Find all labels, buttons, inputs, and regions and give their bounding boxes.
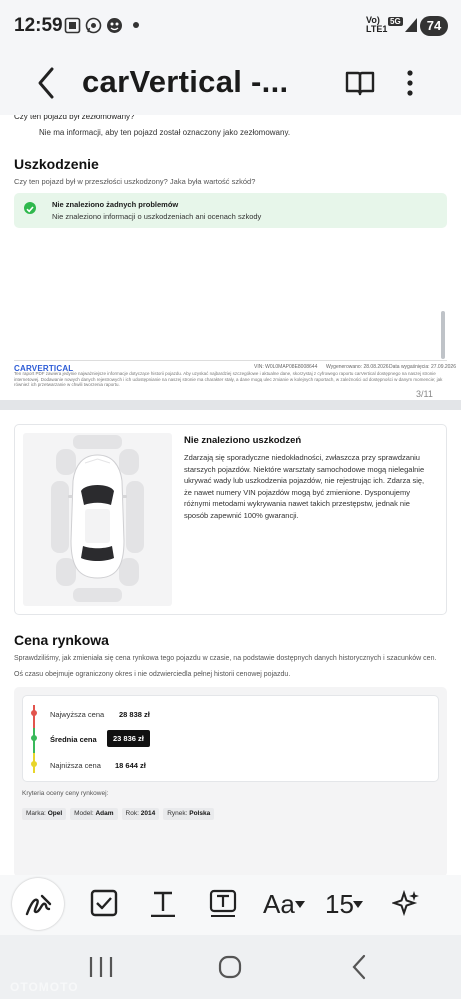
high-price-value: 28 838 zł: [119, 710, 150, 719]
page-scrollbar[interactable]: [441, 311, 445, 359]
footer-divider: [14, 360, 447, 361]
nav-back-icon[interactable]: [350, 954, 368, 980]
alert-text: Nie znaleziono informacji o uszkodzeniach ani ocenach szkody: [52, 212, 262, 221]
criteria-chip-year: Rok: 2014: [122, 808, 160, 820]
signature-pen-icon: [12, 878, 64, 930]
report-page-next: [0, 410, 461, 875]
high-price-marker: [31, 710, 37, 716]
footer-vin: VIN: W0L0MAP08E8008644: [254, 364, 318, 370]
cut-off-heading: Czy ten pojazd był zezłomowany?: [14, 115, 135, 121]
font-dropdown-arrow-icon[interactable]: [295, 901, 305, 908]
app-bar: [0, 50, 461, 115]
font-size-selector[interactable]: 15: [325, 889, 354, 919]
criteria-chips: [22, 802, 218, 820]
page-separator: [0, 400, 461, 410]
watermark: OTOMOTO: [10, 980, 79, 994]
damage-question: Czy ten pojazd był w przeszłości uszkodzony? Jaka była wartość szkód?: [14, 177, 256, 186]
footer-disclaimer: Ten raport PDF zawiera jedynie najważniejsze informacje dotyczące historii pojazdu. Aby uzyskać najbardziej szczegółowe i aktualne dane, skorzystaj z cyfrowego raportu carVertical dostępnego na naszej stronie internetowej. Dodawanie nowych danych rejestrowych i ich udostępnianie na naszej stronie ma charakter stały, a dane mogą ulec zmianie w kolejnych raportach, w zależności od dostępności w danym momencie; jak również ich przetwarzanie w chwili tworzenia raportu.: [14, 371, 443, 387]
more-options-icon[interactable]: [398, 67, 422, 99]
home-icon[interactable]: [218, 955, 242, 979]
no-problems-alert: [14, 193, 447, 228]
status-bar: [0, 0, 461, 50]
success-check-icon: [24, 202, 36, 214]
font-style-selector[interactable]: Aa: [263, 889, 295, 919]
battery-indicator: 74: [420, 16, 448, 36]
avg-price-label: Średnia cena: [50, 735, 97, 744]
market-price-description: Sprawdziliśmy, jak zmieniała się cena rynkowa tego pojazdu w czasie, na podstawie dostępnych danych historycznych i szacunków cen.: [14, 655, 437, 662]
market-price-heading: Cena rynkowa: [14, 632, 109, 648]
ai-sparkle-icon[interactable]: [392, 889, 420, 917]
avg-price-value: 23 836 zł: [107, 730, 150, 747]
recent-apps-icon[interactable]: [88, 955, 114, 979]
back-arrow-icon[interactable]: [30, 65, 62, 101]
reading-mode-icon[interactable]: [344, 69, 376, 97]
high-price-label: Najwyższa cena: [50, 710, 105, 719]
criteria-chip-model: Model: Adam: [70, 808, 117, 820]
report-page: [0, 115, 461, 400]
network-status: Vo) LTE1: [366, 15, 388, 34]
criteria-label: Kryteria oceny ceny rynkowej:: [22, 790, 109, 797]
footer-expiry-date: Data wygaśnięcia: 27.09.2026: [389, 364, 456, 370]
5g-badge: 5G: [390, 17, 401, 26]
text-box-tool-icon[interactable]: [209, 889, 237, 917]
damage-card-text: Zdarzają się sporadyczne niedokładności, zwłaszcza przy sprawdzaniu starszych pojazdów. Niektóre warsztaty samochodowe mogą nielegalnie ukrywać wady lub uszkodzenia pojazdów, nie rejestrując ich. Zdarza się, że nawet numery VIN pojazdów mogą być zmienione. Dysponujemy różnymi metodami wykrywania nawet takich przestępstw, jednak nie sposób zapewnić 100% gwarancji.: [184, 453, 425, 520]
signal-icon: [405, 18, 417, 32]
criteria-chip-market: Rynek: Polska: [163, 808, 214, 820]
low-price-value: 18 644 zł: [115, 761, 146, 770]
document-title: carVertical -...: [82, 64, 289, 99]
damage-card-title: Nie znaleziono uszkodzeń: [184, 435, 302, 446]
alert-title: Nie znaleziono żadnych problemów: [52, 200, 179, 209]
low-price-marker: [31, 761, 37, 767]
damage-card: [14, 424, 447, 615]
annotation-toolbar: [0, 875, 461, 935]
whatsapp-icon: [85, 17, 102, 34]
text-tool-icon[interactable]: [149, 889, 177, 917]
screenshot-icon: [64, 17, 81, 34]
pen-tool-button[interactable]: [12, 878, 64, 930]
criteria-chip-make: Marka: Opel: [22, 808, 66, 820]
carvertical-logo: CARVERTICAL: [14, 364, 74, 373]
low-price-label: Najniższa cena: [50, 761, 101, 770]
damage-heading: Uszkodzenie: [14, 156, 99, 172]
market-price-panel: [14, 687, 447, 875]
page-indicator: 3/11: [416, 389, 433, 399]
price-range-card: [22, 695, 439, 782]
car-diagram: [23, 433, 172, 606]
high-price-bar: [33, 705, 35, 728]
more-notifications-dot: [133, 22, 139, 28]
market-price-note: Oś czasu obejmuje ograniczony okres i nie odzwierciedla pełnej historii cenowej pojazdu.: [14, 671, 291, 678]
car-top-view-icon: [23, 433, 172, 606]
checkbox-tool-icon[interactable]: [90, 889, 118, 917]
app-notification-icon: [106, 17, 123, 34]
salvage-info: Nie ma informacji, aby ten pojazd został oznaczony jako zezłomowany.: [39, 128, 291, 137]
status-time: 12:59: [14, 15, 63, 36]
footer-generated-date: Wygenerowano: 28.08.2026: [326, 364, 389, 370]
size-dropdown-arrow-icon[interactable]: [353, 901, 363, 908]
avg-price-marker: [31, 735, 37, 741]
